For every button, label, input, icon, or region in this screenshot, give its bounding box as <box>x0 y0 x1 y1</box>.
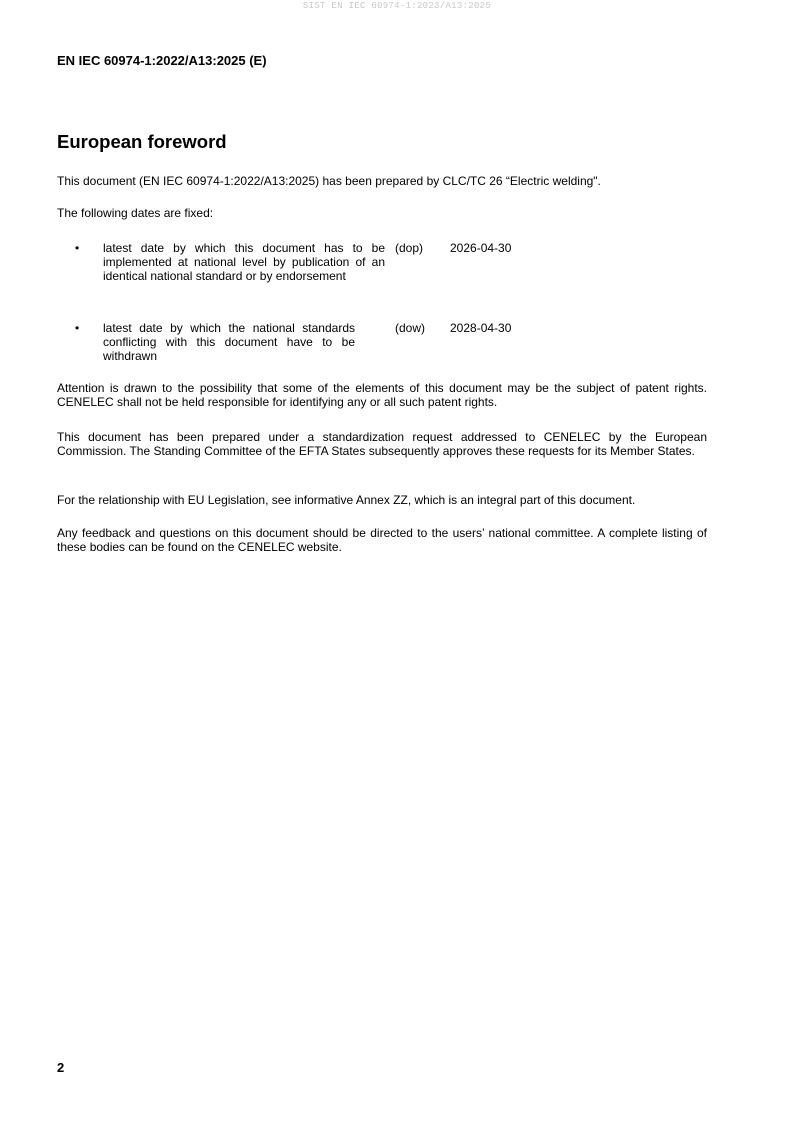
bullet-icon: • <box>75 241 80 255</box>
paragraph-dates-intro: The following dates are fixed: <box>57 206 214 220</box>
document-id-header: EN IEC 60974-1:2022/A13:2025 (E) <box>57 53 267 68</box>
date-code: (dop) <box>395 241 424 255</box>
paragraph-feedback: Any feedback and questions on this document should be directed to the users’ national committee. A complete listing of these bodies can be found on the CENELEC website. <box>57 526 707 554</box>
watermark: SIST EN IEC 60974-1:2023/A13:2025 <box>302 1 492 11</box>
bullet-icon: • <box>75 321 80 335</box>
section-title: European foreword <box>57 131 227 152</box>
date-code: (dow) <box>395 321 426 335</box>
date-value: 2028-04-30 <box>450 321 512 335</box>
date-description: latest date by which this document has to be implemented at national level by publication of an identical national standard or by endorsement <box>103 241 385 283</box>
paragraph-prepared-by: This document (EN IEC 60974-1:2022/A13:2025) has been prepared by CLC/TC 26 “Electric welding". <box>57 174 601 188</box>
date-item-dow <box>57 321 707 365</box>
page-number: 2 <box>57 1060 65 1075</box>
date-description: latest date by which the national standards conflicting with this document have to be withdrawn <box>103 321 355 363</box>
paragraph-eu-legislation: For the relationship with EU Legislation, see informative Annex ZZ, which is an integral part of this document. <box>57 493 636 507</box>
date-value: 2026-04-30 <box>450 241 512 255</box>
paragraph-standardization-request: This document has been prepared under a standardization request addressed to CENELEC by the European Commission. The Standing Committee of the EFTA States subsequently approves these requests for its Member States. <box>57 430 707 458</box>
paragraph-patent-rights: Attention is drawn to the possibility that some of the elements of this document may be the subject of patent rights. CENELEC shall not be held responsible for identifying any or all such patent rights. <box>57 381 707 409</box>
date-item-dop <box>57 241 707 301</box>
